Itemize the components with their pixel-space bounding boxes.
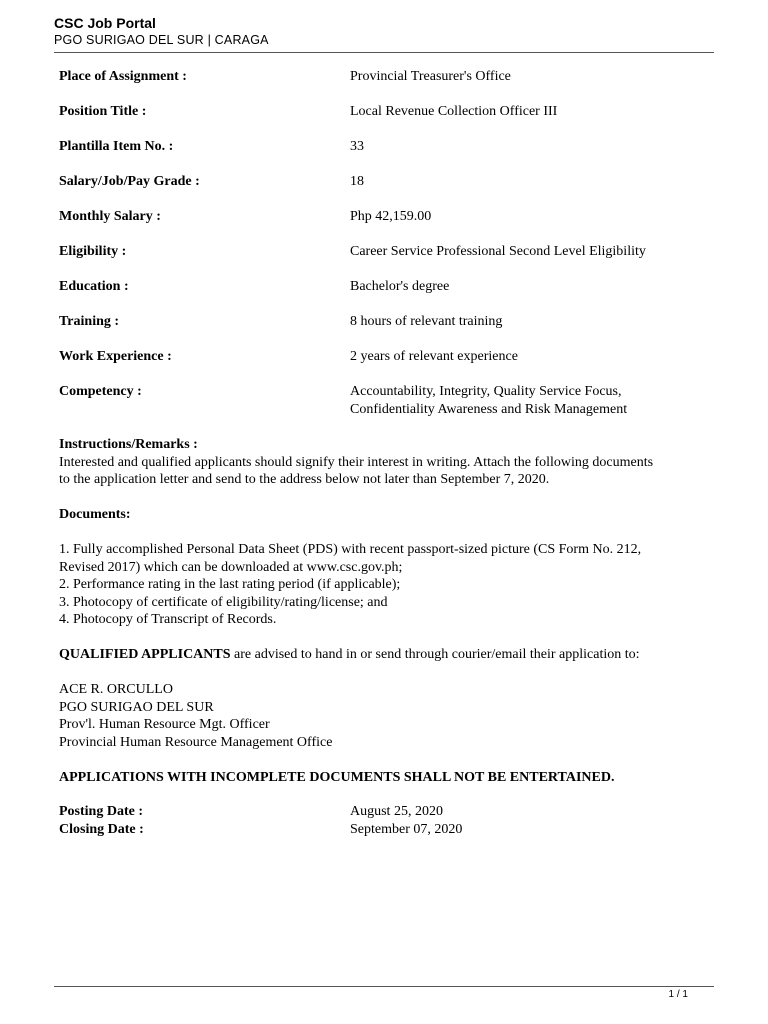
competency-line: Confidentiality Awareness and Risk Management bbox=[350, 401, 628, 417]
field-label: Training : bbox=[59, 314, 120, 329]
field-value: 2 years of relevant experience bbox=[350, 349, 518, 364]
closing-date-row bbox=[59, 821, 719, 839]
posting-date-row bbox=[59, 803, 719, 821]
closing-date-value: September 07, 2020 bbox=[350, 821, 463, 837]
field-label: Place of Assignment : bbox=[59, 69, 187, 84]
field-label: Eligibility : bbox=[59, 244, 127, 259]
footer-divider bbox=[54, 986, 714, 987]
address-line: Prov'l. Human Resource Mgt. Officer bbox=[59, 717, 270, 732]
address-line: ACE R. ORCULLO bbox=[59, 682, 173, 697]
closing-date-label: Closing Date : bbox=[59, 821, 144, 837]
job-details bbox=[59, 68, 719, 418]
instructions-line: to the application letter and send to the address below not later than September 7, 2020. bbox=[59, 472, 550, 487]
qualified-applicants-bold: QUALIFIED APPLICANTS bbox=[59, 647, 231, 662]
page-header bbox=[54, 14, 714, 48]
field-value: Bachelor's degree bbox=[350, 279, 450, 294]
field-value: 33 bbox=[350, 139, 364, 154]
field-value bbox=[350, 383, 719, 418]
remarks-section bbox=[59, 436, 709, 786]
documents-line: 2. Performance rating in the last rating period (if applicable); bbox=[59, 577, 401, 592]
field-label: Salary/Job/Pay Grade : bbox=[59, 174, 200, 189]
dates-section bbox=[59, 803, 719, 838]
field-label: Education : bbox=[59, 279, 129, 294]
qualified-applicants-text: are advised to hand in or send through courier/email their application to: bbox=[230, 647, 640, 662]
portal-title: CSC Job Portal bbox=[54, 15, 156, 31]
field-plantilla-item bbox=[59, 138, 719, 173]
address-line: Provincial Human Resource Management Office bbox=[59, 734, 333, 750]
documents-line: 1. Fully accomplished Personal Data Sheet (PDS) with recent passport-sized picture (CS Form No. 212, bbox=[59, 542, 642, 557]
field-monthly-salary bbox=[59, 208, 719, 243]
field-value: 8 hours of relevant training bbox=[350, 314, 503, 329]
field-value: Local Revenue Collection Officer III bbox=[350, 104, 558, 119]
field-value: Career Service Professional Second Level Eligibility bbox=[350, 244, 646, 259]
field-training bbox=[59, 313, 719, 348]
portal-subtitle: PGO SURIGAO DEL SUR | CARAGA bbox=[54, 33, 269, 47]
field-competency bbox=[59, 383, 719, 418]
field-label: Work Experience : bbox=[59, 349, 172, 364]
instructions-line: Interested and qualified applicants should signify their interest in writing. Attach the following documents bbox=[59, 454, 654, 470]
posting-date-label: Posting Date : bbox=[59, 804, 143, 819]
competency-line: Accountability, Integrity, Quality Service Focus, bbox=[350, 384, 622, 399]
field-label: Monthly Salary : bbox=[59, 209, 161, 224]
field-position-title bbox=[59, 103, 719, 138]
documents-line: Revised 2017) which can be downloaded at www.csc.gov.ph; bbox=[59, 559, 403, 575]
field-salary-grade bbox=[59, 173, 719, 208]
field-label: Competency : bbox=[59, 384, 142, 399]
header-divider bbox=[54, 52, 714, 53]
qualified-applicants-line bbox=[59, 646, 709, 664]
field-value: Provincial Treasurer's Office bbox=[350, 69, 511, 84]
documents-heading: Documents: bbox=[59, 507, 131, 522]
posting-date-value: August 25, 2020 bbox=[350, 804, 443, 819]
field-value: 18 bbox=[350, 174, 364, 189]
documents-line: 4. Photocopy of Transcript of Records. bbox=[59, 612, 277, 627]
documents-line: 3. Photocopy of certificate of eligibility/rating/license; and bbox=[59, 594, 388, 610]
field-label: Plantilla Item No. : bbox=[59, 139, 174, 154]
page-number: 1 / 1 bbox=[668, 989, 688, 1000]
field-eligibility bbox=[59, 243, 719, 278]
field-value: Php 42,159.00 bbox=[350, 209, 432, 224]
field-work-experience bbox=[59, 348, 719, 383]
incomplete-warning: APPLICATIONS WITH INCOMPLETE DOCUMENTS SHALL NOT BE ENTERTAINED. bbox=[59, 769, 615, 785]
instructions-heading: Instructions/Remarks : bbox=[59, 437, 198, 452]
field-education bbox=[59, 278, 719, 313]
field-place-of-assignment bbox=[59, 68, 719, 103]
field-label: Position Title : bbox=[59, 104, 147, 119]
address-line: PGO SURIGAO DEL SUR bbox=[59, 699, 214, 715]
